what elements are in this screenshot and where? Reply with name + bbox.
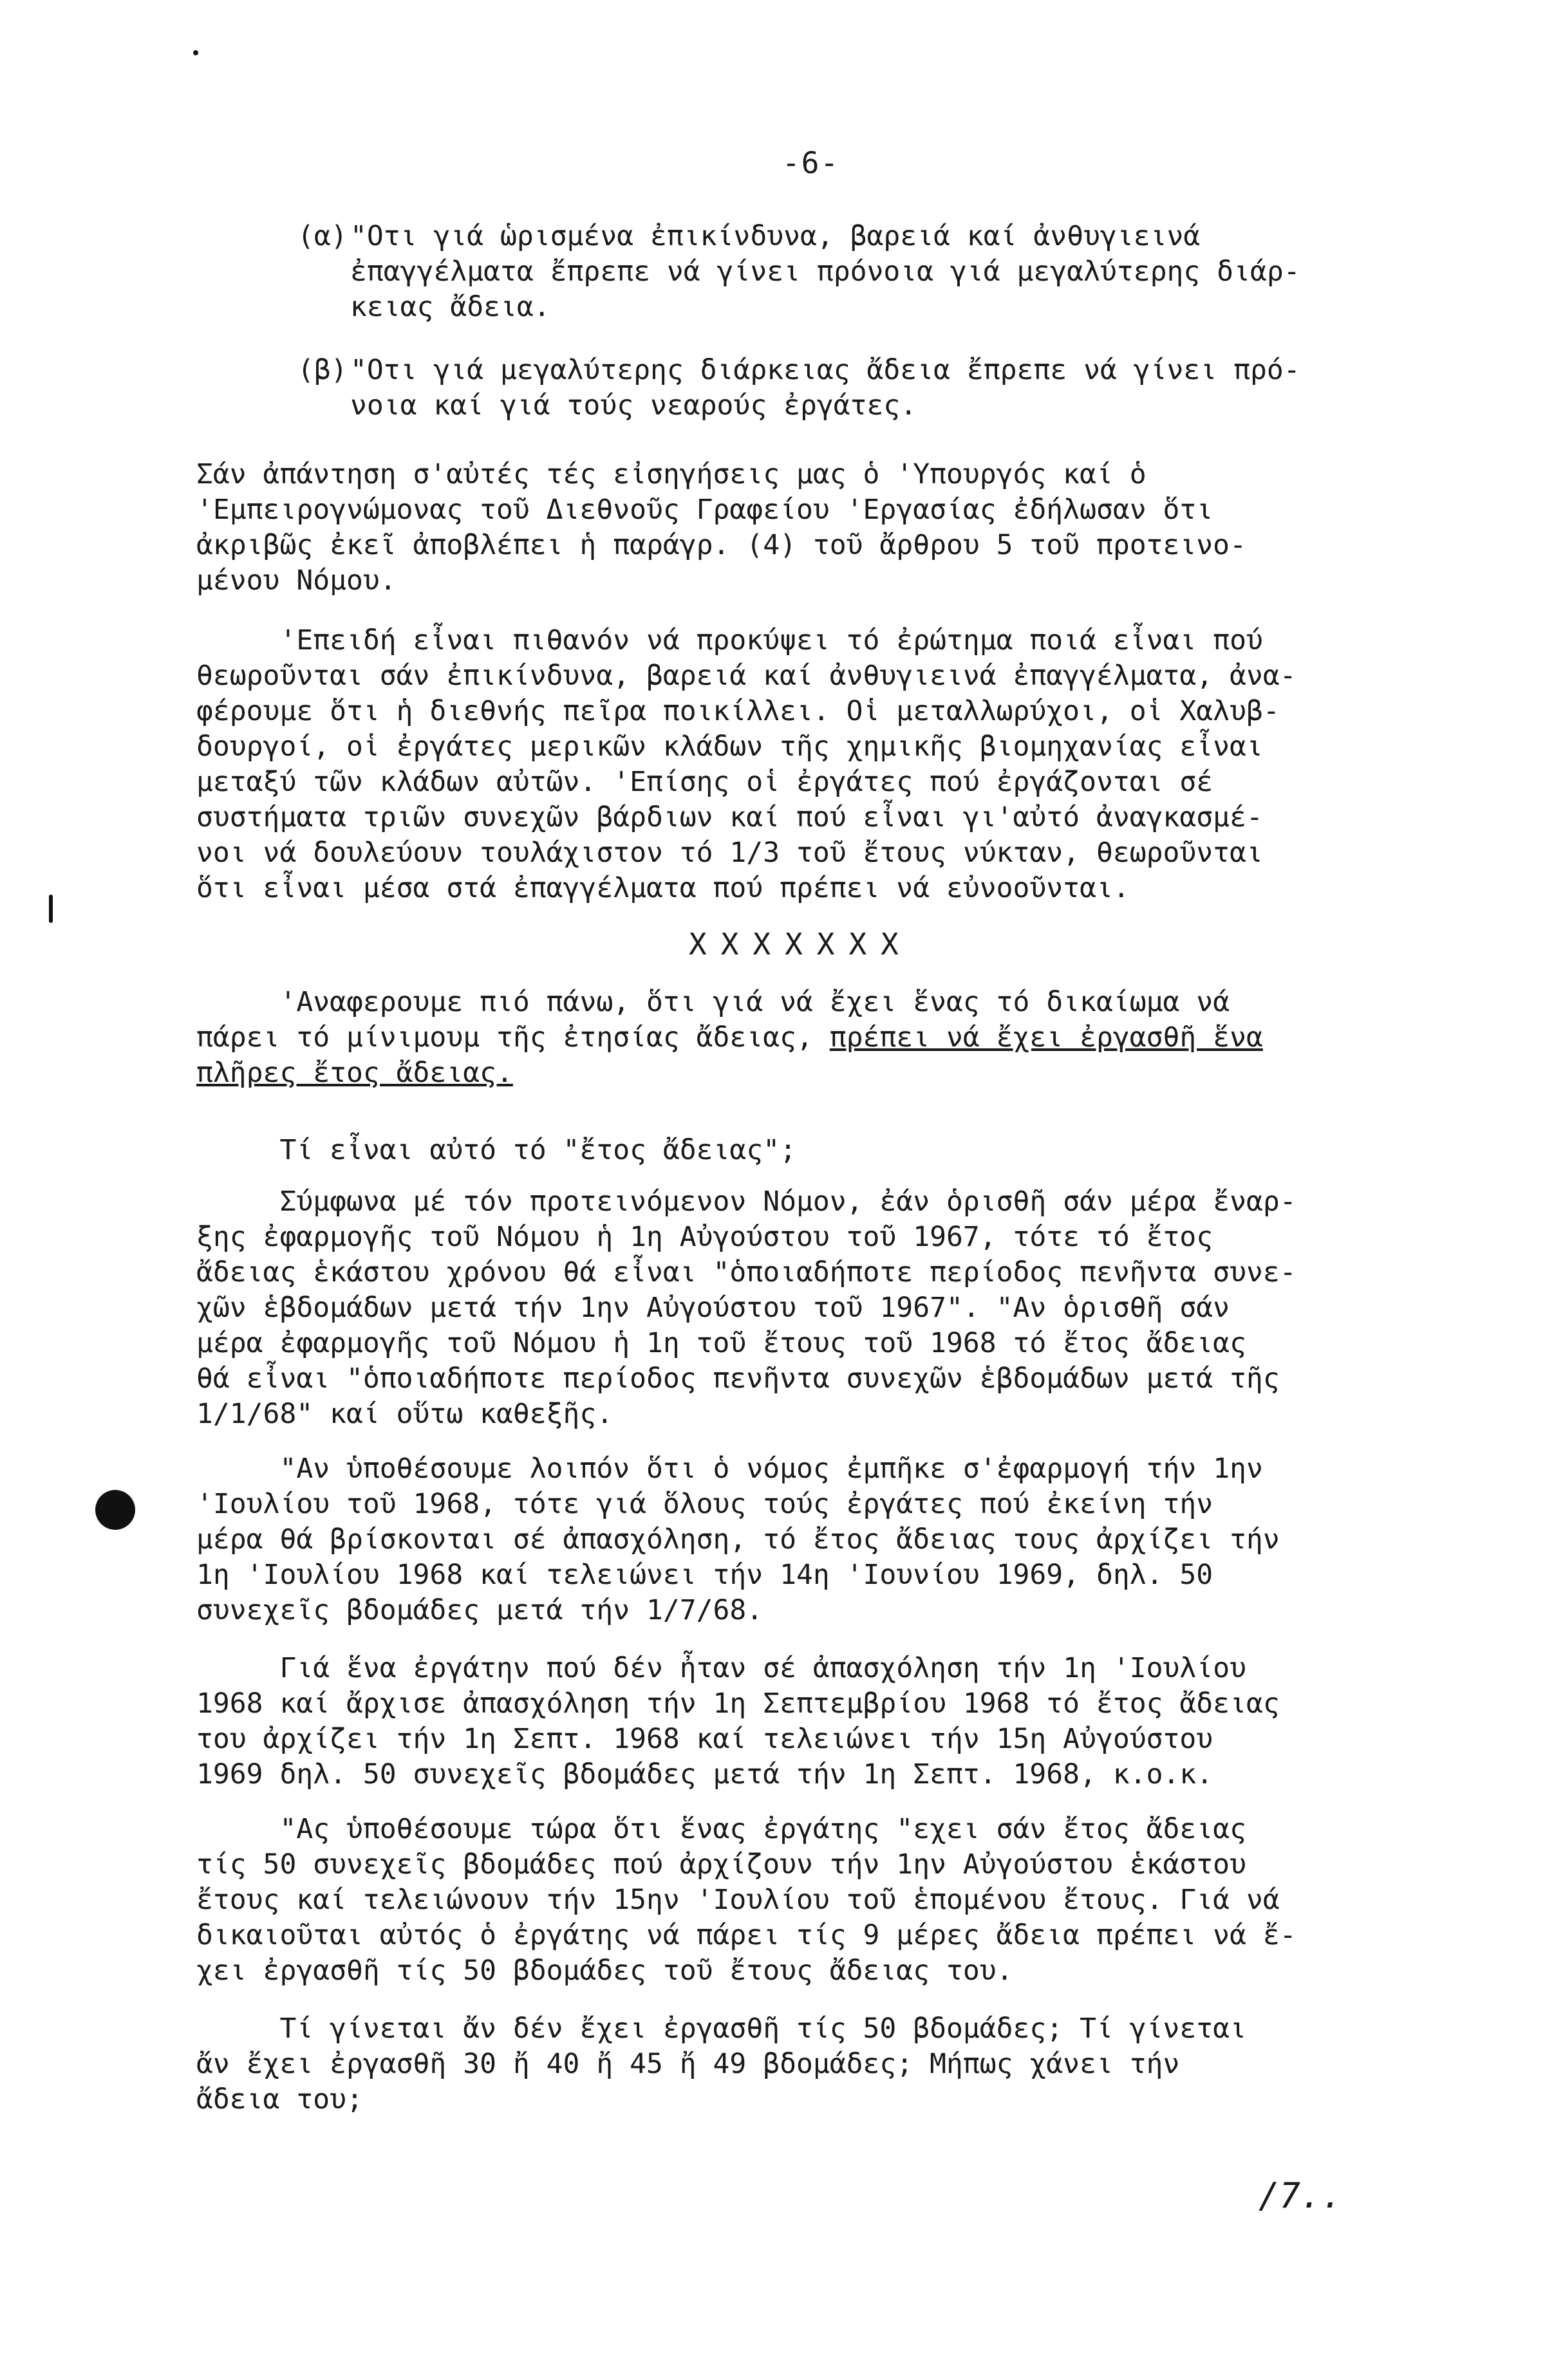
paragraph-dangerous-occupations: 'Επειδή εἶναι πιθανόν νά προκύψει τό ἐρώτημα ποιά εἶναι πού θεωροῦνται σάν ἐπικίνδυνα, βαρειά καί ἀνθυγιεινά ἐπαγγέλματα, ἀνα- φέρουμε ὅτι ἡ διεθνής πεῖρα ποικίλλει. Οἱ μεταλλωρύχοι, οἱ Χαλυβ- δουργοί, οἱ ἐργάτες μερικῶν κλάδων τῆς χημικῆς βιομηχανίας εἶναι μεταξύ τῶν κλάδων αὐτῶν. 'Επίσης οἱ ἐργάτες πού ἐργάζονται σέ συστήματα τριῶν συνεχῶν βάρδιων καί πού εἶναι γι'αὐτό ἀναγκασμέ- νοι νά δουλεύουν τουλάχιστον τό 1/3 τοῦ ἔτους νύκταν, θεωροῦνται ὅτι εἶναι μέσα στά ἐπαγγέλματα πού πρέπει νά εὐνοοῦνται. [196, 624, 1297, 904]
paragraph-leave-year: "Ας ὑποθέσουμε τώρα ὅτι ἕνας ἐργάτης "εχει σάν ἔτος ἄδειας τίς 50 συνεχεῖς βδομάδες πού ἀρχίζουν τήν 1ην Αὐγούστου ἑκάστου ἔτους καί τελειώνουν τήν 15ην 'Ιουλίου τοῦ ἑπομένου ἔτους. Γιά νά δικαιοῦται αὐτός ὁ ἐργάτης νά πάρει τίς 9 μέρες ἄδεια πρέπει νά ἔ- χει ἐργασθῆ τίς 50 βδομάδες τοῦ ἔτους ἄδειας του. [196, 1813, 1297, 1987]
list-item-a [297, 219, 1521, 325]
paragraph-example-july: "Αν ὑποθέσουμε λοιπόν ὅτι ὁ νόμος ἐμπῆκε σ'ἐφαρμογή τήν 1ην 'Ιουλίου τοῦ 1968, τότε γιά ὅλους τούς ἐργάτες πού ἐκείνη τήν μέρα θά βρίσκονται σέ ἀπασχόληση, τό ἔτος ἄδειας τους ἀρχίζει τήν 1η 'Ιουλίου 1968 καί τελειώνει τήν 14η 'Ιουνίου 1969, δηλ. 50 συνεχεῖς βδομάδες μετά τήν 1/7/68. [196, 1453, 1280, 1626]
paragraph-questions: Τί γίνεται ἄν δέν ἔχει ἐργασθῆ τίς 50 βδομάδες; Τί γίνεται ἄν ἔχει ἐργασθῆ 30 ἤ 40 ἤ 45 ἤ 49 βδομάδες; Μήπως χάνει τήν ἄδεια του; [196, 2013, 1246, 2115]
question-heading: Τί εἶναι αὐτό τό "ἔτος ἄδειας"; [196, 1134, 796, 1166]
page-number: -6- [782, 145, 840, 180]
punch-hole-mark [95, 1490, 135, 1530]
item-text: "Οτι γιά μεγαλύτερης διάρκειας ἄδεια ἔπρεπε νά γίνει πρό- νοια καί γιά τούς νεαρούς ἐργάτες. [350, 354, 1300, 422]
paragraph-text: 'Αναφερουμε πιό πάνω, ὅτι γιά νά ἔχει ἕνας τό δικαίωμα νά πάρει τό μίνιμουμ τῆς ἐτησίας ἄδειας, [196, 986, 1230, 1054]
list-item-b [297, 353, 1521, 423]
item-text: "Οτι γιά ὡρισμένα ἐπικίνδυνα, βαρειά καί ἀνθυγιεινά ἐπαγγέλματα ἔπρεπε νά γίνει πρόνοια γιά μεγαλύτερης διάρ- κειας ἄδεια. [350, 220, 1300, 323]
item-label: (α) [297, 220, 348, 252]
underlined-text: πρέπει νά ἔχει ἐργασθῆ ἕνα [829, 1021, 1263, 1054]
margin-mark [49, 895, 53, 923]
speck-mark [193, 50, 198, 55]
paragraph-proposed-law: Σύμφωνα μέ τόν προτεινόμενον Νόμον, ἐάν ὁρισθῆ σάν μέρα ἔναρ- ξης ἐφαρμογῆς τοῦ Νόμου ἡ 1η Αὐγούστου τοῦ 1967, τότε τό ἔτος ἄδειας ἑκάστου χρόνου θά εἶναι "ὁποιαδήποτε περίοδος πενῆντα συνε- χῶν ἑβδομάδων μετά τήν 1ην Αὐγούστου τοῦ 1967". "Αν ὁρισθῆ σάν μέρα ἐφαρμογῆς τοῦ Νόμου ἡ 1η τοῦ ἔτους τοῦ 1968 τό ἔτος ἄδειας θά εἶναι "ὁποιαδήποτε περίοδος πενῆντα συνεχῶν ἑβδομάδων μετά τῆς 1/1/68" καί οὕτω καθεξῆς. [196, 1185, 1297, 1430]
item-label: (β) [297, 354, 348, 386]
underlined-text: πλῆρες ἔτος ἄδειας. [196, 1057, 513, 1089]
paragraph-minimum-leave [196, 985, 1503, 1091]
paragraph-reply: Σάν ἀπάντηση σ'αὐτές τές εἰσηγήσεις μας ὁ 'Υπουργός καί ὁ 'Εμπειρογνώμονας τοῦ Διεθνοῦς Γραφείου 'Εργασίας ἐδήλωσαν ὅτι ἀκριβῶς ἐκεῖ ἀποβλέπει ἡ παράγρ. (4) τοῦ ἄρθρου 5 τοῦ προτεινο- μένου Νόμου. [196, 458, 1246, 597]
section-separator: XXXXXXX [689, 927, 913, 962]
continuation-marker: /7.. [1259, 2175, 1343, 2216]
paragraph-example-september: Γιά ἕνα ἐργάτην πού δέν ἦταν σέ ἀπασχόληση τήν 1η 'Ιουλίου 1968 καί ἄρχισε ἀπασχόληση τήν 1η Σεπτεμβρίου 1968 τό ἔτος ἄδειας του ἀρχίζει τήν 1η Σεπτ. 1968 καί τελειώνει τήν 15η Αὐγούστου 1969 δηλ. 50 συνεχεῖς βδομάδες μετά τήν 1η Σεπτ. 1968, κ.ο.κ. [196, 1652, 1280, 1790]
